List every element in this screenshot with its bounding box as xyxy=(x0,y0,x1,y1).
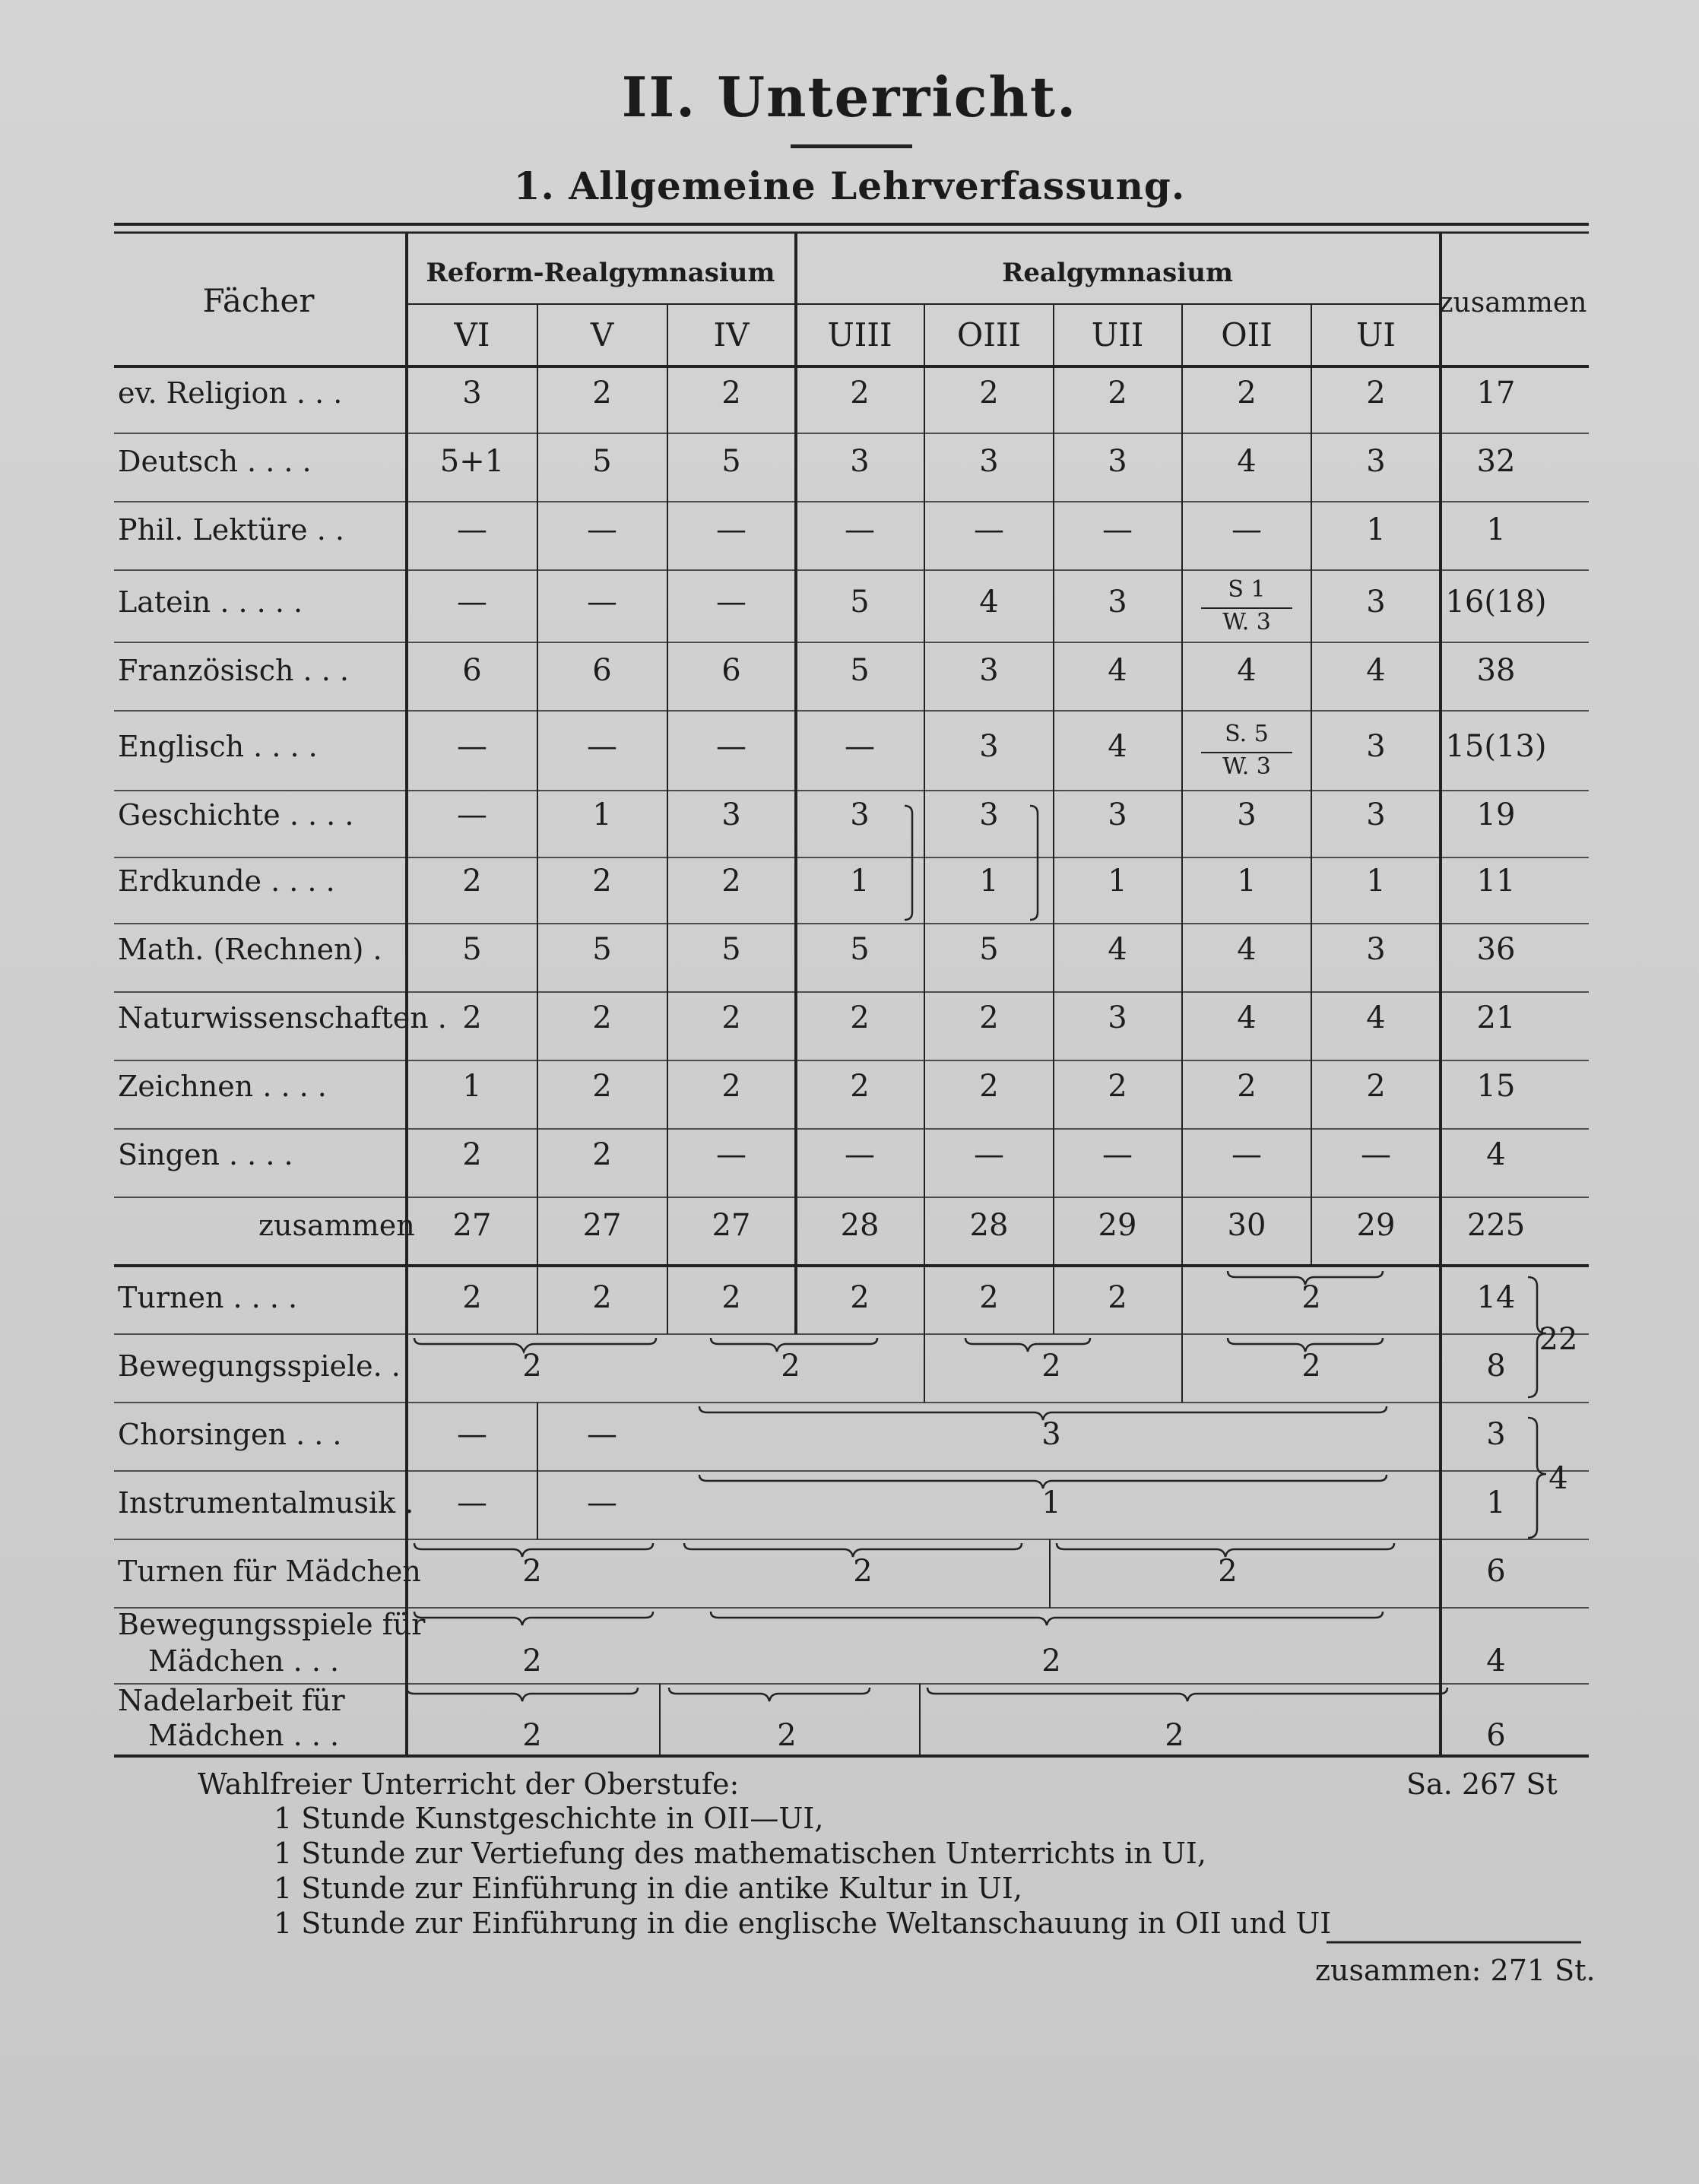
row-total: 15 xyxy=(1476,1069,1516,1104)
row-total: 8 xyxy=(1486,1349,1506,1384)
group-header-real: Realgymnasium xyxy=(1002,258,1233,288)
table-cell: 4 xyxy=(979,585,999,620)
span-cell: 2 xyxy=(1041,1644,1061,1678)
row-label: Zeichnen . . . . xyxy=(118,1070,327,1103)
brace-total: 22 xyxy=(1539,1322,1578,1357)
table-cell: 5+1 xyxy=(439,444,505,479)
table-cell: — xyxy=(1231,512,1262,547)
table-cell: 3 xyxy=(850,797,870,832)
table-cell: 2 xyxy=(1108,1069,1127,1104)
row-total: 36 xyxy=(1476,932,1516,967)
table-cell: 4 xyxy=(1108,653,1127,688)
row-label: Turnen für Mädchen xyxy=(118,1555,421,1588)
row-total: 3 xyxy=(1486,1417,1506,1452)
split-cell-winter: W. 3 xyxy=(1222,753,1271,780)
row-label: Chorsingen . . . xyxy=(118,1418,342,1451)
table-cell: 3 xyxy=(1108,797,1127,832)
table-cell: 3 xyxy=(721,797,741,832)
table-cell: 3 xyxy=(1366,729,1386,764)
table-cell: 1 xyxy=(850,864,870,899)
table-cell: 4 xyxy=(1237,653,1257,688)
table-cell: 2 xyxy=(1237,1069,1257,1104)
table-cell: 2 xyxy=(1366,1069,1386,1104)
table-cell: 3 xyxy=(1366,444,1386,479)
table-cell: — xyxy=(1361,1137,1391,1172)
table-cell: 4 xyxy=(1108,932,1127,967)
row-label: Instrumentalmusik . xyxy=(118,1486,414,1520)
table-cell: — xyxy=(1102,1137,1133,1172)
table-cell: — xyxy=(974,512,1004,547)
class-header: UIII xyxy=(827,316,892,353)
table-cell: 5 xyxy=(462,932,482,967)
split-cell-summer: S. 5 xyxy=(1225,721,1269,747)
table-cell: 2 xyxy=(592,1137,612,1172)
footer-item: 1 Stunde zur Einführung in die antike Kultur in UI, xyxy=(274,1872,1022,1905)
page-title: II. Unterricht. xyxy=(621,65,1078,129)
row-total: 38 xyxy=(1476,653,1516,688)
class-header: V xyxy=(590,316,614,353)
table-cell: 3 xyxy=(462,376,482,410)
table-cell: 1 xyxy=(1237,864,1257,899)
table-cell: 4 xyxy=(1366,653,1386,688)
table-cell: 5 xyxy=(592,932,612,967)
row-label: Deutsch . . . . xyxy=(118,445,312,478)
table-cell: 2 xyxy=(721,376,741,410)
table-cell: 1 xyxy=(592,797,612,832)
table-cell: 1 xyxy=(1108,864,1127,899)
row-total: 4 xyxy=(1486,1137,1506,1172)
table-cell: 3 xyxy=(1366,797,1386,832)
table-cell: — xyxy=(974,1137,1004,1172)
span-cell: 2 xyxy=(1165,1718,1184,1753)
table-cell: — xyxy=(1102,512,1133,547)
row-label: Bewegungsspiele. . xyxy=(118,1349,401,1383)
table-cell: 2 xyxy=(592,1069,612,1104)
table-cell: 3 xyxy=(850,444,870,479)
row-label: Erdkunde . . . . xyxy=(118,864,335,898)
split-cell-winter: W. 3 xyxy=(1222,609,1271,636)
sum-cell: 29 xyxy=(1356,1208,1396,1243)
row-total: 11 xyxy=(1476,864,1516,899)
table-cell: 3 xyxy=(979,797,999,832)
table-cell: — xyxy=(587,1485,617,1520)
table-cell: — xyxy=(457,512,487,547)
group-header-reform: Reform-Realgymnasium xyxy=(426,258,775,288)
row-total: 6 xyxy=(1486,1718,1506,1753)
table-cell: 1 xyxy=(1366,512,1386,547)
table-cell: 6 xyxy=(592,653,612,688)
footer-item: 1 Stunde Kunstgeschichte in OII—UI, xyxy=(274,1802,824,1835)
class-header: VI xyxy=(454,316,490,353)
row-label: Mädchen . . . xyxy=(148,1644,340,1678)
row-label: ev. Religion . . . xyxy=(118,376,343,410)
table-cell: — xyxy=(587,512,617,547)
table-cell: 5 xyxy=(592,444,612,479)
span-cell: 2 xyxy=(522,1554,542,1589)
table-cell: 2 xyxy=(592,1000,612,1035)
table-cell: 2 xyxy=(850,1000,870,1035)
table-cell: 2 xyxy=(979,1000,999,1035)
table-cell: — xyxy=(587,1417,617,1452)
table-cell: 2 xyxy=(1108,376,1127,410)
table-cell: 5 xyxy=(850,585,870,620)
row-label: Bewegungsspiele für xyxy=(118,1608,426,1641)
row-label: Naturwissenschaften . xyxy=(118,1001,447,1035)
table-cell: 4 xyxy=(1366,1000,1386,1035)
table-cell: — xyxy=(457,1417,487,1452)
table-cell: — xyxy=(457,1485,487,1520)
table-cell: 3 xyxy=(1366,585,1386,620)
table-cell: — xyxy=(845,512,875,547)
row-label: Geschichte . . . . xyxy=(118,798,354,832)
table-cell: 5 xyxy=(850,653,870,688)
class-header: OIII xyxy=(956,316,1022,353)
table-cell: 3 xyxy=(979,653,999,688)
span-cell: 2 xyxy=(777,1718,797,1753)
footer-item: 1 Stunde zur Vertiefung des mathematischen Unterrichts in UI, xyxy=(274,1837,1206,1870)
table-cell: 2 xyxy=(462,864,482,899)
sum-row-label: zusammen xyxy=(258,1209,415,1242)
table-cell: 1 xyxy=(979,864,999,899)
sum-cell: 29 xyxy=(1098,1208,1137,1243)
table-cell: 5 xyxy=(850,932,870,967)
table-cell: 3 xyxy=(1108,444,1127,479)
row-label: Phil. Lektüre . . xyxy=(118,513,344,547)
span-cell: 2 xyxy=(522,1644,542,1678)
sum-cell: 27 xyxy=(712,1208,751,1243)
table-cell: 2 xyxy=(979,376,999,410)
footer-grand-total: zusammen: 271 St. xyxy=(1315,1954,1596,1987)
brace-total: 4 xyxy=(1548,1461,1568,1496)
row-total: 14 xyxy=(1476,1280,1516,1315)
class-header: IV xyxy=(713,316,750,353)
table-cell: 4 xyxy=(1237,444,1257,479)
row-label: Französisch . . . xyxy=(118,654,349,687)
table-cell: — xyxy=(457,729,487,764)
sum-cell: 28 xyxy=(840,1208,880,1243)
sum-cell: 27 xyxy=(582,1208,622,1243)
row-label: Mädchen . . . xyxy=(148,1719,340,1752)
table-cell: 2 xyxy=(462,1137,482,1172)
table-cell: — xyxy=(1231,1137,1262,1172)
table-cell: 2 xyxy=(721,1069,741,1104)
row-label: Singen . . . . xyxy=(118,1138,293,1171)
table-cell: 6 xyxy=(462,653,482,688)
table-cell: 2 xyxy=(1366,376,1386,410)
row-label: Nadelarbeit für xyxy=(118,1684,345,1717)
page-subtitle: 1. Allgemeine Lehrverfassung. xyxy=(513,163,1186,208)
span-cell: 1 xyxy=(1041,1485,1061,1520)
table-cell: 2 xyxy=(592,376,612,410)
span-cell: 2 xyxy=(522,1349,542,1384)
table-cell: 5 xyxy=(721,444,741,479)
span-cell: 2 xyxy=(1301,1349,1321,1384)
table-cell: 3 xyxy=(1108,585,1127,620)
table-cell: — xyxy=(587,585,617,620)
table-cell: 1 xyxy=(462,1069,482,1104)
footer-heading: Wahlfreier Unterricht der Oberstufe: xyxy=(198,1767,740,1801)
sum-total: 225 xyxy=(1466,1208,1526,1243)
table-cell: 2 xyxy=(721,1280,741,1315)
table-cell: — xyxy=(845,1137,875,1172)
class-header: UII xyxy=(1091,316,1144,353)
sum-cell: 30 xyxy=(1227,1208,1266,1243)
row-total: 1 xyxy=(1486,512,1506,547)
row-total: 19 xyxy=(1476,797,1516,832)
row-total: 15(13) xyxy=(1445,729,1547,764)
span-cell: 2 xyxy=(1218,1554,1238,1589)
table-cell: 6 xyxy=(721,653,741,688)
table-cell: 2 xyxy=(721,1000,741,1035)
table-cell: 2 xyxy=(850,1069,870,1104)
table-cell: 2 xyxy=(462,1280,482,1315)
table-cell: — xyxy=(587,729,617,764)
table-cell: — xyxy=(457,585,487,620)
table-cell: 1 xyxy=(1366,864,1386,899)
table-cell: 2 xyxy=(1237,376,1257,410)
table-cell: 4 xyxy=(1237,1000,1257,1035)
table-cell: 3 xyxy=(1366,932,1386,967)
table-cell: 2 xyxy=(462,1000,482,1035)
row-total: 4 xyxy=(1486,1644,1506,1678)
footer-sum: Sa. 267 St xyxy=(1406,1767,1558,1801)
table-cell: 5 xyxy=(979,932,999,967)
row-total: 1 xyxy=(1486,1485,1506,1520)
row-total: 32 xyxy=(1476,444,1516,479)
table-cell: 2 xyxy=(592,1280,612,1315)
subjects-header: Fächer xyxy=(202,282,315,319)
row-label: Latein . . . . . xyxy=(118,585,303,619)
table-cell: 4 xyxy=(1108,729,1127,764)
row-label: Turnen . . . . xyxy=(118,1281,298,1314)
table-cell: 3 xyxy=(979,729,999,764)
span-cell: 2 xyxy=(1301,1280,1321,1315)
sum-cell: 27 xyxy=(452,1208,492,1243)
table-cell: 2 xyxy=(592,864,612,899)
row-label: Math. (Rechnen) . xyxy=(118,933,382,966)
table-cell: 5 xyxy=(721,932,741,967)
row-total: 6 xyxy=(1486,1554,1506,1589)
span-cell: 3 xyxy=(1041,1417,1061,1452)
row-total: 16(18) xyxy=(1445,585,1547,620)
footer-item: 1 Stunde zur Einführung in die englische Weltanschauung in OII und UI xyxy=(274,1907,1332,1940)
table-cell: 2 xyxy=(721,864,741,899)
table-cell: 2 xyxy=(979,1280,999,1315)
table-cell: — xyxy=(457,797,487,832)
total-header: zusammen xyxy=(1438,287,1587,319)
class-header: UI xyxy=(1356,316,1396,353)
table-cell: 2 xyxy=(850,1280,870,1315)
table-cell: — xyxy=(716,585,746,620)
split-cell-summer: S 1 xyxy=(1228,576,1266,603)
row-total: 21 xyxy=(1476,1000,1516,1035)
table-cell: — xyxy=(716,729,746,764)
table-cell: 3 xyxy=(1237,797,1257,832)
table-cell: — xyxy=(716,512,746,547)
table-cell: 3 xyxy=(979,444,999,479)
span-cell: 2 xyxy=(1041,1349,1061,1384)
row-label: Englisch . . . . xyxy=(118,730,318,763)
table-cell: 4 xyxy=(1237,932,1257,967)
table-cell: — xyxy=(716,1137,746,1172)
span-cell: 2 xyxy=(853,1554,873,1589)
row-total: 17 xyxy=(1476,376,1516,410)
table-cell: 2 xyxy=(979,1069,999,1104)
sum-cell: 28 xyxy=(969,1208,1009,1243)
class-header: OII xyxy=(1221,316,1273,353)
table-cell: 2 xyxy=(1108,1280,1127,1315)
table-cell: 2 xyxy=(850,376,870,410)
table-cell: 3 xyxy=(1108,1000,1127,1035)
table-cell: — xyxy=(845,729,875,764)
span-cell: 2 xyxy=(522,1718,542,1753)
span-cell: 2 xyxy=(781,1349,800,1384)
